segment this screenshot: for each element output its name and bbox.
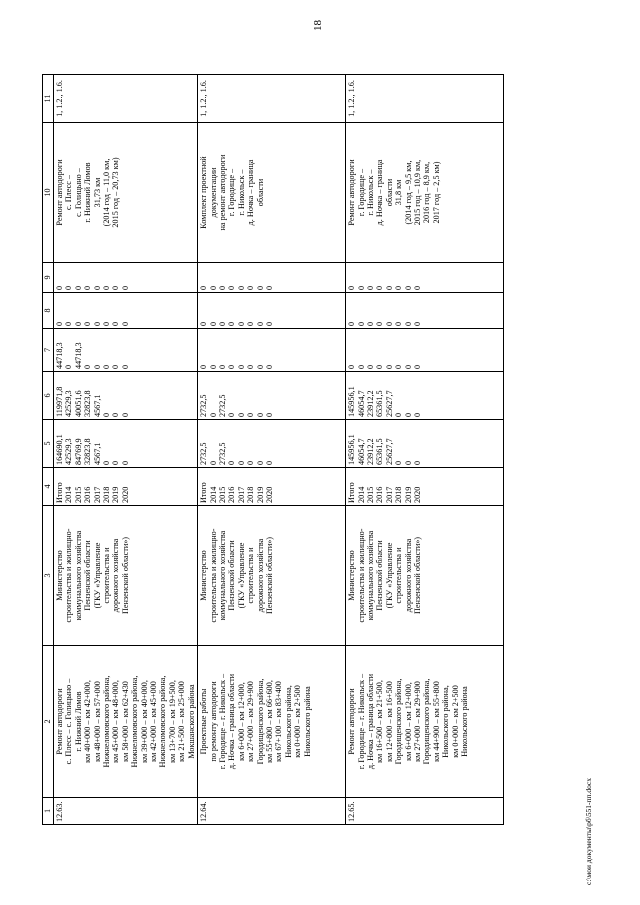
cell-line: Итого: [347, 482, 357, 503]
cell-line: 0: [199, 321, 209, 326]
cell-line: 164690,1: [55, 434, 64, 465]
work-description: Ремонт автодороги с. Плесс – с. Голицыно – г. Нижний Ломов км 40+000 – км 42+000, км 48+000 – км 57+000 Нижнеломовского района, км 45+000 – км 48+000, км 58+000 – км 62+430 Нижнеломовского района, км 39+000 – км 40+000, км 42+000 – км 45+000 Нижнеломовского района, км 13+700 – км 19+500, км 21+500 – км 25+000 Мокшанского района: [54, 646, 198, 798]
cell-line: 0: [246, 321, 256, 326]
cell-line: 0: [111, 364, 121, 369]
work-description: Ремонт автодороги г. Городище – г. Никольск – д. Ночка – граница области км 16+500 – км 21+500, км 12+000 – км 16+500 Городищенского района, км 6+000 – км 12+000, км 27+000 – км 29+900 Городищенского района, км 44+900 – км 55+800 Никольского района, км 0+000 – км 2+500 Никольского района: [346, 646, 504, 798]
cell-line: 0: [236, 364, 246, 369]
extrabudget-column: [346, 263, 504, 293]
cell-line: 0: [394, 412, 404, 417]
cell-line: 2732,5: [217, 442, 227, 465]
cell-line: 42529,3: [64, 390, 74, 417]
cell-line: 2017: [384, 486, 394, 503]
cell-line: 2016: [375, 486, 385, 503]
federal-budget-column: [198, 329, 346, 372]
cell-line: 2732,5: [199, 394, 209, 417]
cell-line: 0: [264, 364, 274, 369]
col-header: 3: [43, 506, 54, 646]
work-description: Проектные работы по ремонту автодороги г. Городище – г. Никольск – д. Ночка – граница области км 6+000 – км 12+000, км 27+000 – км 29+900 Городищенского района, км 55+800 – км 66+600, км 67+100 – км 83+400 Никольского района, км 0+000 – км 2+500 Никольского района: [198, 646, 346, 798]
years-column: [346, 468, 504, 506]
expected-result: Ремонт автодороги с. Плесс – с. Голицыно – г. Нижний Ломов 31,73 км (2014 год – 11,0 км, 2015 год – 20,73 км): [54, 123, 198, 263]
col-header: 9: [43, 263, 54, 293]
cell-line: 0: [255, 412, 265, 417]
total-funding-column: [54, 420, 198, 468]
cell-line: 0: [92, 364, 102, 369]
cell-line: 0: [356, 321, 366, 326]
cell-line: 0: [83, 285, 93, 290]
cell-line: 0: [412, 321, 422, 326]
cell-line: 0: [73, 321, 83, 326]
federal-budget-column: [54, 329, 198, 372]
cell-line: 2014: [64, 486, 74, 503]
cell-line: 0: [394, 460, 404, 465]
cell-line: 0: [394, 364, 404, 369]
cell-line: 0: [111, 412, 121, 417]
cell-line: 0: [236, 285, 246, 290]
cell-line: 2019: [255, 486, 265, 503]
cell-line: 2014: [208, 486, 218, 503]
expected-result: Комплект проектной документации на ремонт автодороги г. Городище – г. Никольск – д. Ночка – граница области: [198, 123, 346, 263]
cell-line: 2014: [356, 486, 366, 503]
cell-line: 0: [255, 364, 265, 369]
cell-line: 65361,5: [375, 438, 385, 465]
cell-line: 0: [64, 321, 74, 326]
cell-line: 2016: [227, 486, 237, 503]
cell-line: 0: [403, 285, 413, 290]
cell-line: 119971,8: [55, 386, 64, 417]
cell-line: 0: [255, 321, 265, 326]
expected-result: Ремонт автодороги г. Городище – г. Никольск – д. Ночка – граница области 31,8 км (2014 год – 9,5 км, 2015 год – 10,9 км, 2016 год – 8,9 км, 2017 год – 2,5 км): [346, 123, 504, 263]
cell-line: 0: [365, 321, 375, 326]
local-budget-column: [54, 293, 198, 329]
col-header: 11: [43, 75, 54, 123]
col-header: 4: [43, 468, 54, 506]
cell-line: 0: [365, 285, 375, 290]
cell-line: 0: [120, 412, 130, 417]
cell-line: 0: [102, 364, 112, 369]
cell-line: 23912,2: [365, 390, 375, 417]
cell-line: 0: [412, 460, 422, 465]
cell-line: 0: [217, 285, 227, 290]
cell-line: 0: [208, 364, 218, 369]
cell-line: 46054,7: [356, 390, 366, 417]
cell-line: 0: [64, 285, 74, 290]
cell-line: 2732,5: [199, 442, 209, 465]
cell-line: 0: [92, 285, 102, 290]
cell-line: 0: [208, 285, 218, 290]
cell-line: 0: [73, 285, 83, 290]
cell-line: 2015: [365, 486, 375, 503]
cell-line: 0: [384, 321, 394, 326]
cell-line: 2015: [73, 486, 83, 503]
cell-line: 0: [384, 364, 394, 369]
cell-line: 145956,1: [347, 386, 357, 417]
cell-line: 4567,1: [92, 442, 102, 465]
cell-line: 0: [394, 321, 404, 326]
cell-line: 0: [403, 460, 413, 465]
cell-line: 2016: [83, 486, 93, 503]
cell-line: 32823,8: [83, 390, 93, 417]
extrabudget-column: [198, 263, 346, 293]
col-header: 8: [43, 293, 54, 329]
cell-line: 0: [356, 364, 366, 369]
cell-line: 0: [264, 412, 274, 417]
extrabudget-column: [54, 263, 198, 293]
cell-line: 2019: [111, 486, 121, 503]
cell-line: 0: [403, 321, 413, 326]
col-header: 7: [43, 329, 54, 372]
cell-line: 0: [356, 285, 366, 290]
page-number: 18: [312, 20, 324, 31]
cell-line: 84769,9: [73, 438, 83, 465]
col-header: 10: [43, 123, 54, 263]
cell-line: 23912,2: [365, 438, 375, 465]
col-header: 5: [43, 420, 54, 468]
cell-line: 0: [55, 321, 64, 326]
cell-line: 0: [199, 364, 209, 369]
cell-line: 25627,7: [384, 438, 394, 465]
cell-line: 4567,1: [92, 394, 102, 417]
indicator-reference: 1, 1.2., 1.6.: [198, 75, 346, 123]
cell-line: 46054,7: [356, 438, 366, 465]
cell-line: 0: [227, 285, 237, 290]
cell-line: 0: [246, 285, 256, 290]
cell-line: 0: [403, 412, 413, 417]
row-id: 12.65.: [346, 798, 504, 825]
cell-line: 0: [246, 364, 256, 369]
cell-line: 2017: [236, 486, 246, 503]
cell-line: 0: [83, 321, 93, 326]
cell-line: 2020: [264, 486, 274, 503]
federal-budget-column: [346, 329, 504, 372]
regional-budget-column: [346, 372, 504, 420]
cell-line: 2732,5: [217, 394, 227, 417]
cell-line: 0: [246, 460, 256, 465]
cell-line: 0: [412, 285, 422, 290]
cell-line: 2018: [394, 486, 404, 503]
cell-line: 0: [236, 460, 246, 465]
row-id: 12.63.: [54, 798, 198, 825]
regional-budget-column: [54, 372, 198, 420]
cell-line: 0: [120, 285, 130, 290]
cell-line: 0: [236, 321, 246, 326]
cell-line: 2018: [102, 486, 112, 503]
cell-line: 0: [102, 412, 112, 417]
program-table: [42, 74, 504, 825]
cell-line: 0: [227, 412, 237, 417]
cell-line: 2020: [412, 486, 422, 503]
cell-line: 0: [375, 364, 385, 369]
file-path-footer: c:\мои документы\рб\551-пп.docx: [584, 777, 593, 885]
table-row: [346, 75, 504, 825]
cell-line: 0: [208, 460, 218, 465]
cell-line: 42529,3: [64, 438, 74, 465]
cell-line: 0: [227, 364, 237, 369]
responsible-executor: Министерство строительства и жилищно- коммунального хозяйства Пензенской области (ГКУ «Управление строительства и дорожного хозяйства Пензенской области»): [198, 506, 346, 646]
cell-line: 32823,8: [83, 438, 93, 465]
cell-line: 2017: [92, 486, 102, 503]
cell-line: 25627,7: [384, 390, 394, 417]
cell-line: 0: [55, 285, 64, 290]
cell-line: 0: [102, 285, 112, 290]
regional-budget-column: [198, 372, 346, 420]
cell-line: 0: [236, 412, 246, 417]
cell-line: 145956,1: [347, 434, 357, 465]
cell-line: 0: [227, 460, 237, 465]
cell-line: 0: [394, 285, 404, 290]
cell-line: 0: [102, 460, 112, 465]
table-row: [198, 75, 346, 825]
cell-line: 40051,6: [73, 390, 83, 417]
cell-line: 0: [217, 321, 227, 326]
cell-line: 0: [102, 321, 112, 326]
cell-line: 0: [64, 364, 74, 369]
cell-line: 0: [92, 321, 102, 326]
years-column: [198, 468, 346, 506]
total-funding-column: [198, 420, 346, 468]
cell-line: 65361,5: [375, 390, 385, 417]
local-budget-column: [346, 293, 504, 329]
cell-line: 44718,3: [55, 342, 64, 369]
cell-line: 0: [120, 460, 130, 465]
cell-line: 0: [255, 285, 265, 290]
local-budget-column: [198, 293, 346, 329]
cell-line: 0: [264, 285, 274, 290]
col-header: 2: [43, 646, 54, 798]
col-header: 6: [43, 372, 54, 420]
cell-line: 0: [412, 412, 422, 417]
cell-line: 0: [365, 364, 375, 369]
cell-line: 0: [120, 321, 130, 326]
cell-line: 0: [83, 364, 93, 369]
cell-line: 0: [111, 285, 121, 290]
cell-line: 0: [384, 285, 394, 290]
responsible-executor: Министерство строительства и жилищно- коммунального хозяйства Пензенской области (ГКУ «Управление строительства и дорожного хозяйства Пензенской области»): [54, 506, 198, 646]
cell-line: 0: [347, 364, 357, 369]
indicator-reference: 1, 1.2., 1.6.: [346, 75, 504, 123]
years-column: [54, 468, 198, 506]
cell-line: 0: [347, 285, 357, 290]
cell-line: Итого: [55, 482, 64, 503]
responsible-executor: Министерство строительства и жилищно- коммунального хозяйства Пензенской области (ГКУ «Управление строительства и дорожного хозяйства Пензенской области»): [346, 506, 504, 646]
cell-line: 0: [412, 364, 422, 369]
indicator-reference: 1, 1.2., 1.6.: [54, 75, 198, 123]
cell-line: 0: [246, 412, 256, 417]
cell-line: Итого: [199, 482, 209, 503]
cell-line: 0: [264, 460, 274, 465]
cell-line: 2015: [217, 486, 227, 503]
cell-line: 0: [208, 412, 218, 417]
table-row: [54, 75, 198, 825]
cell-line: 0: [120, 364, 130, 369]
cell-line: 0: [403, 364, 413, 369]
cell-line: 0: [375, 321, 385, 326]
cell-line: 0: [264, 321, 274, 326]
row-id: 12.64.: [198, 798, 346, 825]
cell-line: 2019: [403, 486, 413, 503]
cell-line: 44718,3: [73, 342, 83, 369]
table-body: [54, 75, 504, 825]
cell-line: 0: [255, 460, 265, 465]
cell-line: 0: [347, 321, 357, 326]
cell-line: 2020: [120, 486, 130, 503]
column-number-row: [43, 75, 54, 825]
cell-line: 0: [227, 321, 237, 326]
cell-line: 0: [111, 321, 121, 326]
col-header: 1: [43, 798, 54, 825]
cell-line: 0: [199, 285, 209, 290]
cell-line: 0: [111, 460, 121, 465]
cell-line: 2018: [246, 486, 256, 503]
cell-line: 0: [375, 285, 385, 290]
cell-line: 0: [217, 364, 227, 369]
total-funding-column: [346, 420, 504, 468]
cell-line: 0: [208, 321, 218, 326]
